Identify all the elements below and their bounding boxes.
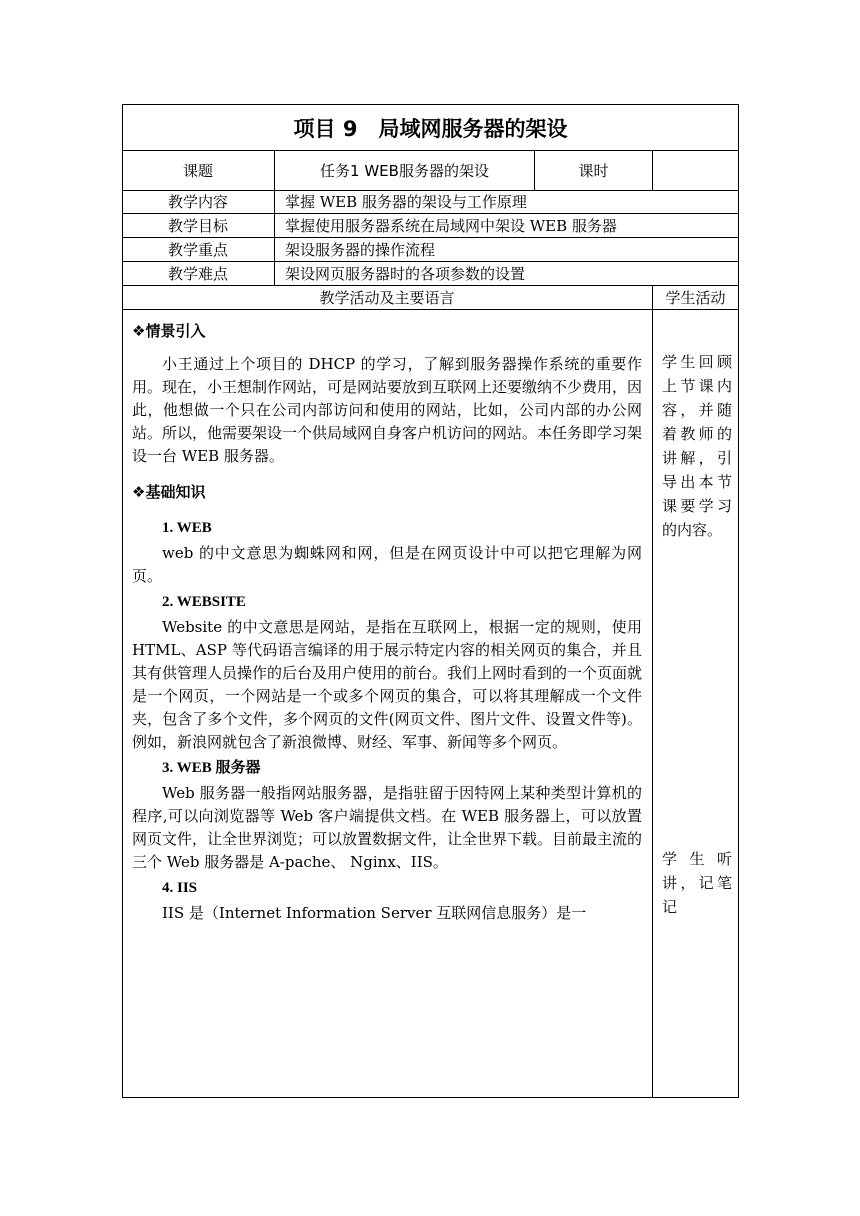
info-value: 掌握 WEB 服务器的架设与工作原理: [285, 193, 527, 211]
topic-label: 课题: [182, 162, 213, 180]
item-paragraph: web 的中文意思为蜘蛛网和网，但是在网页设计中可以把它理解为网页。: [132, 544, 642, 585]
item-heading: 4. IIS: [162, 879, 198, 896]
info-label: 教学目标: [167, 217, 228, 235]
hours-label: 课时: [578, 162, 609, 180]
item-paragraph: Web 服务器一般指网站服务器，是指驻留于因特网上某种类型计算机的程序,可以向浏览器等 Web 客户端提供文档。在 WEB 服务器上，可以放置网页文件，让全世界浏览；可以放置数据文件，让全世界下载。目前最主流的三个 Web 服务器是 A-pache、 Nginx、IIS。: [132, 784, 643, 871]
col-line: [652, 285, 653, 1097]
section-title-scenario: ❖情景引入: [132, 321, 206, 340]
table-border-bottom: [122, 1097, 739, 1098]
item-heading: 3. WEB 服务器: [162, 759, 261, 776]
row-line: [122, 309, 739, 310]
lesson-content: [132, 311, 642, 925]
item-heading: 1. WEB: [162, 519, 212, 536]
info-value: 架设网页服务器时的各项参数的设置: [285, 265, 526, 283]
section-title-basics: ❖基础知识: [132, 482, 206, 501]
info-label: 教学重点: [167, 241, 228, 259]
page-title: 项目 9 局域网服务器的架设: [293, 116, 568, 141]
table-border-right: [738, 104, 739, 1098]
item-paragraph: Website 的中文意思是网站，是指在互联网上，根据一定的规则，使用 HTML、ASP 等代码语言编译的用于展示特定内容的相关网页的集合，并且其有供管理人员操作的后台及用户使用的前台。我们上网时看到的一个页面就是一个网页，一个网站是一个或多个网页的集合，可以将其理解成一个文件夹，包含了多个文件，多个网页的文件(网页文件、图片文件、设置文件等)。例如，新浪网就包含了新浪微博、财经、军事、新闻等多个网页。: [132, 618, 643, 751]
student-note: 学 生 听讲，记笔记: [662, 850, 732, 916]
info-label: 教学难点: [167, 265, 228, 283]
topic-value: 任务1 WEB服务器的架设: [320, 162, 489, 180]
hours-value: [653, 151, 738, 190]
scenario-paragraph: 小王通过上个项目的 DHCP 的学习，了解到服务器操作系统的重要作用。现在，小王想制作网站，可是网站要放到互联网上还要缴纳不少费用，因此，他想做一个只在公司内部访问和使用的网站，比如，公司内部的办公网站。所以，他需要架设一个供局域网自身客户机访问的网站。本任务即学习架设一台 WEB 服务器。: [132, 355, 643, 465]
student-note: 学生回顾上节课内容，并随着教师的讲解，引导出本节课要学习的内容。: [662, 353, 732, 539]
info-value: 掌握使用服务器系统在局域网中架设 WEB 服务器: [285, 217, 617, 235]
student-column-header: 学生活动: [665, 289, 726, 307]
info-label: 教学内容: [167, 193, 228, 211]
info-value: 架设服务器的操作流程: [285, 241, 436, 259]
item-heading: 2. WEBSITE: [162, 593, 246, 610]
activity-column-header: 教学活动及主要语言: [319, 289, 455, 307]
item-paragraph: IIS 是（Internet Information Server 互联网信息服务）是一: [162, 904, 587, 922]
